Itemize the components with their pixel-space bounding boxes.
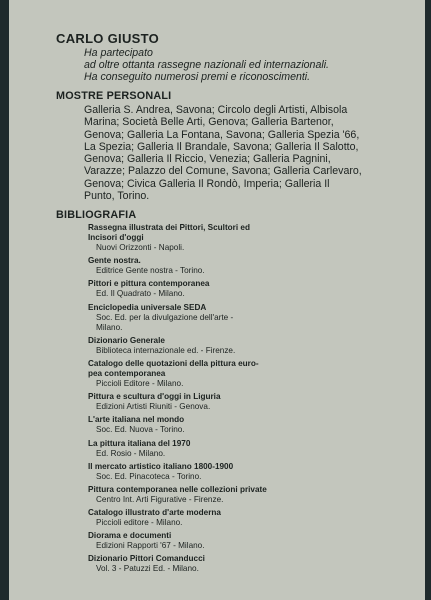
bibliography-title: Pittori e pittura contemporanea [88, 279, 210, 289]
bibliography-publisher: Piccioli editore - Milano. [96, 518, 183, 528]
bibliography-publisher: Ed. Rosio - Milano. [96, 448, 166, 458]
bibliography-entry [88, 415, 408, 435]
mostre-heading: MOSTRE PERSONALI [56, 90, 172, 102]
bibliography-entry [88, 359, 408, 389]
mostre-line: Genova; Civica Galleria Il Rondò, Imperia; Galleria Il [84, 177, 330, 190]
bibliography-title: Rassegna illustrata dei Pittori, Scultori ed [88, 223, 250, 232]
bibliography-title: Il mercato artistico italiano 1800-1900 [88, 461, 234, 471]
bibliography-entry [88, 485, 408, 505]
bibliography-publisher: Soc. Ed. Nuova - Torino. [96, 425, 185, 435]
bibliography-title: L'arte italiana nel mondo [88, 415, 185, 425]
bibliography-publisher: Ed. Il Quadrato - Milano. [96, 289, 185, 299]
bibliography-entry [88, 462, 408, 482]
bibliography-title: Dizionario Pittori Comanducci [88, 554, 205, 564]
bibliography-entry [88, 439, 408, 459]
bibliografia-heading: BIBLIOGRAFIA [56, 209, 137, 221]
intro-line: Ha conseguito numerosi premi e riconoscimenti. [84, 71, 311, 83]
artist-name: CARLO GIUSTO [56, 31, 160, 46]
artist-intro [84, 47, 414, 83]
catalog-page [9, 0, 425, 600]
bibliography-entry [88, 279, 408, 299]
bibliography-publisher: Editrice Gente nostra - Torino. [96, 266, 205, 276]
intro-line: ad oltre ottanta rassegne nazionali ed internazionali. [84, 59, 329, 71]
bibliography-entry [88, 256, 408, 276]
mostre-line: Punto, Torino. [84, 190, 150, 203]
bibliography-publisher: Nuovi Orizzonti - Napoli. [96, 243, 185, 252]
bibliography-publisher: Piccioli Editore - Milano. [96, 378, 184, 388]
bibliography-publisher: Milano. [96, 322, 123, 332]
mostre-line: Varazze; Palazzo del Comune, Savona; Galleria Carlevaro, [84, 165, 362, 178]
mostre-line: Marina; Società Belle Arti, Genova; Galleria Bartenor, [84, 116, 334, 129]
bibliography-title: Diorama e documenti [88, 531, 172, 541]
bibliografia-list [88, 223, 408, 578]
bibliography-publisher: Edizioni Artisti Riuniti - Genova. [96, 402, 211, 412]
bibliography-title: Pittura contemporanea nelle collezioni private [88, 484, 267, 494]
bibliography-entry [88, 336, 408, 356]
mostre-list [84, 104, 404, 202]
bibliography-publisher: Centro Int. Arti Figurative - Firenze. [96, 494, 224, 504]
bibliography-title: Pittura e scultura d'oggi in Liguria [88, 392, 221, 402]
mostre-line: Genova; Galleria Il Riccio, Venezia; Galleria Pagnini, [84, 153, 331, 166]
bibliography-entry [88, 223, 408, 253]
intro-line: Ha partecipato [84, 47, 153, 59]
bibliography-publisher: Edizioni Rapporti '67 - Milano. [96, 541, 205, 551]
bibliography-title: La pittura italiana del 1970 [88, 438, 191, 448]
bibliography-title: Dizionario Generale [88, 335, 165, 345]
bibliography-entry [88, 303, 408, 333]
bibliography-title: Incisori d'oggi [88, 233, 144, 242]
mostre-line: Galleria S. Andrea, Savona; Circolo degli Artisti, Albisola [84, 104, 348, 116]
mostre-line: La Spezia; Galleria Il Brandale, Savona; Galleria Il Salotto, [84, 140, 359, 153]
bibliography-entry [88, 508, 408, 528]
mostre-line: Genova; Galleria La Fontana, Savona; Galleria Spezia '66, [84, 128, 360, 141]
bibliography-publisher: Soc. Ed. Pinacoteca - Torino. [96, 471, 202, 481]
bibliography-publisher: Biblioteca internazionale ed. - Firenze. [96, 345, 236, 355]
bibliography-publisher: Vol. 3 - Patuzzi Ed. - Milano. [96, 564, 199, 574]
bibliography-title: Gente nostra. [88, 256, 141, 266]
bibliography-entry [88, 531, 408, 551]
bibliography-entry [88, 392, 408, 412]
bibliography-title: Catalogo illustrato d'arte moderna [88, 508, 221, 518]
bibliography-title: Catalogo delle quotazioni della pittura euro- [88, 358, 259, 368]
bibliography-title: pea contemporanea [88, 368, 166, 378]
bibliography-title: Enciclopedia universale SEDA [88, 302, 207, 312]
bibliography-entry [88, 554, 408, 574]
bibliography-publisher: Soc. Ed. per la divulgazione dell'arte - [96, 312, 234, 322]
